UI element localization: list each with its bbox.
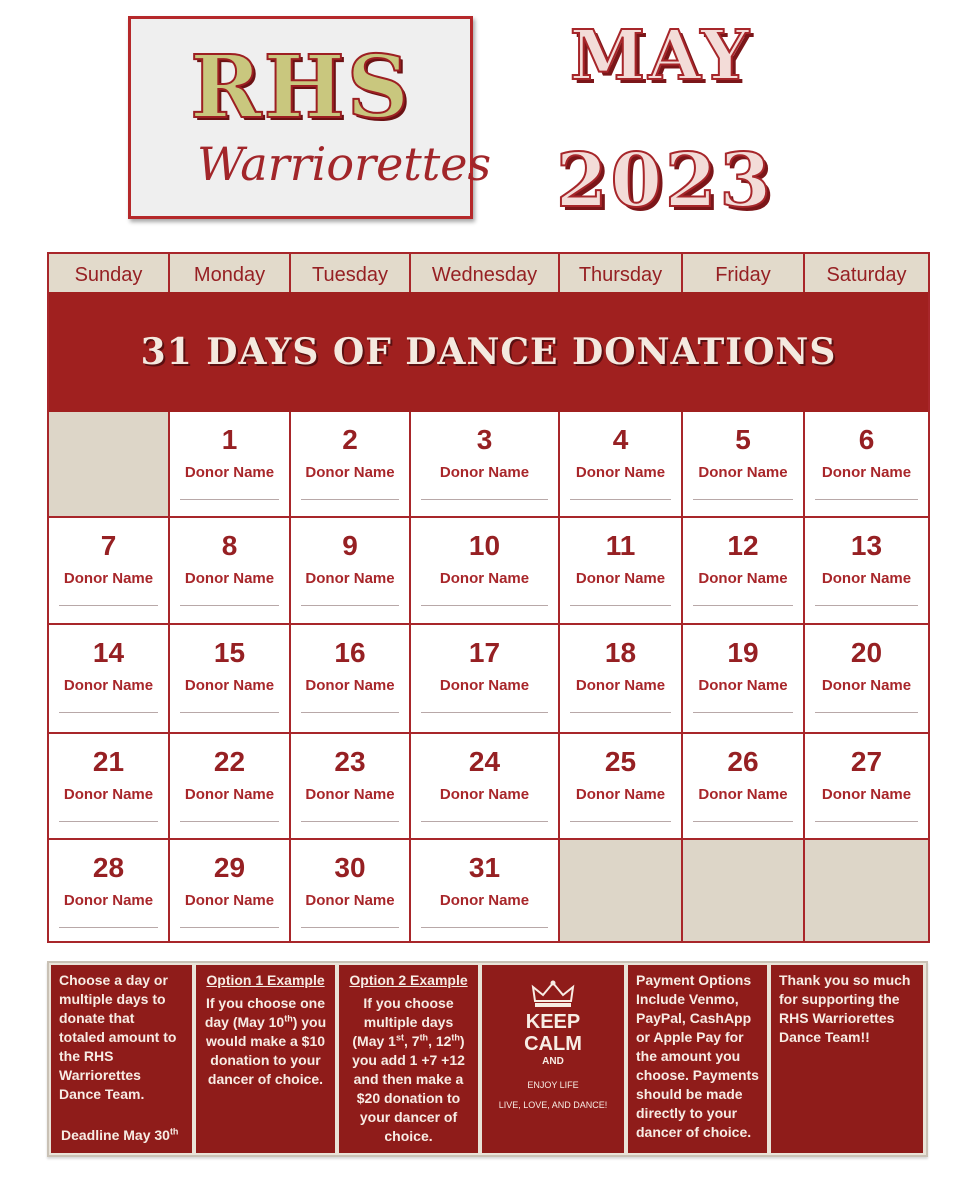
donor-name-label: Donor Name: [698, 464, 788, 481]
option1-title: Option 1 Example: [206, 972, 325, 988]
donor-name-label: Donor Name: [184, 786, 275, 803]
donor-name-line[interactable]: [301, 927, 399, 928]
donor-name-line[interactable]: [180, 927, 279, 928]
school-watermark: [122, 442, 842, 772]
donor-name-label: Donor Name: [305, 570, 395, 587]
donor-name-line[interactable]: [421, 821, 548, 822]
donor-name-label: Donor Name: [698, 677, 788, 694]
donor-name-label: Donor Name: [305, 786, 395, 803]
weekday-monday: Monday: [170, 254, 291, 292]
payment-panel: [628, 965, 767, 1153]
donor-name-line[interactable]: [570, 821, 671, 822]
day-number: 1: [221, 424, 238, 455]
donor-name-label: Donor Name: [821, 570, 912, 587]
empty-day-cell: [560, 840, 683, 941]
instructions-text: Choose a day or multiple days to donate that totaled amount to the RHS Warriorettes Dance Team.: [59, 972, 177, 1102]
day-cell-29: [170, 840, 291, 941]
day-number: 15: [213, 637, 246, 668]
donor-name-label: Donor Name: [698, 570, 788, 587]
day-number: 18: [604, 637, 637, 668]
day-number: 24: [468, 746, 501, 777]
donor-name-label: Donor Name: [184, 677, 275, 694]
month-title: MAY: [569, 16, 753, 96]
day-number: 16: [334, 637, 366, 668]
donor-name-label: Donor Name: [439, 677, 530, 694]
day-number: 21: [92, 746, 125, 777]
day-number: 19: [727, 637, 759, 668]
calendar: [47, 252, 930, 943]
day-number: 14: [92, 637, 125, 668]
donor-name-label: Donor Name: [575, 464, 666, 481]
donor-name-label: Donor Name: [63, 570, 154, 587]
option2-panel: [339, 965, 478, 1153]
donor-name-label: Donor Name: [305, 464, 395, 481]
day-number: 8: [221, 530, 238, 561]
day-number: 6: [858, 424, 875, 455]
donor-name-label: Donor Name: [305, 677, 395, 694]
logo-title: RHS: [190, 37, 411, 138]
day-number: 17: [468, 637, 501, 668]
donor-name-label: Donor Name: [305, 892, 395, 909]
weekday-friday: Friday: [683, 254, 805, 292]
banner-title: 31 DAYS OF DANCE DONATIONS: [140, 331, 837, 373]
logo-subtitle: Warriorettes: [197, 137, 492, 191]
donor-name-label: Donor Name: [698, 786, 788, 803]
donor-name-label: Donor Name: [63, 892, 154, 909]
empty-day-cell: [683, 840, 805, 941]
donor-name-label: Donor Name: [439, 464, 530, 481]
donor-name-line[interactable]: [59, 821, 158, 822]
day-number: 9: [342, 530, 358, 561]
donor-name-line[interactable]: [59, 927, 158, 928]
enjoy-life-text: ENJOY LIFE: [527, 1080, 579, 1090]
donor-name-line[interactable]: [301, 821, 399, 822]
day-number: 7: [100, 530, 117, 561]
banner: [49, 292, 928, 412]
option2-title: Option 2 Example: [349, 972, 468, 988]
donor-name-label: Donor Name: [821, 786, 912, 803]
donor-name-label: Donor Name: [63, 677, 154, 694]
day-number: 20: [850, 637, 883, 668]
option1-text: If you choose one day (May 10th) you would make a $10 donation to your dancer of choice.: [204, 995, 327, 1087]
day-number: 12: [727, 530, 759, 561]
day-number: 30: [334, 852, 366, 883]
crown-icon: [531, 979, 575, 1009]
donor-name-label: Donor Name: [821, 464, 912, 481]
weekday-header-row: [49, 254, 928, 292]
donor-name-label: Donor Name: [575, 786, 666, 803]
option1-panel: [196, 965, 335, 1153]
instructions-panel: [51, 965, 192, 1153]
donor-name-label: Donor Name: [439, 892, 530, 909]
donor-name-line[interactable]: [180, 821, 279, 822]
day-number: 27: [850, 746, 883, 777]
day-cell-31: [411, 840, 560, 941]
donor-name-label: Donor Name: [184, 892, 275, 909]
keep-text: KEEP: [525, 1011, 581, 1033]
calm-text: CALM: [524, 1033, 582, 1055]
and-text: AND: [542, 1056, 564, 1067]
live-love-dance-text: LIVE, LOVE, AND DANCE!: [498, 1100, 608, 1110]
day-number: 26: [727, 746, 759, 777]
donor-name-label: Donor Name: [575, 570, 666, 587]
donor-name-label: Donor Name: [821, 677, 912, 694]
thanks-panel: [771, 965, 923, 1153]
day-number: 28: [92, 852, 125, 883]
option2-text: If you choose multiple days (May 1st, 7th, 12th) you add 1 +7 +12 and then make a $20 donation to your dancer of choice.: [352, 995, 465, 1144]
donor-name-label: Donor Name: [439, 786, 530, 803]
day-number: 31: [468, 852, 501, 883]
day-cell-28: [49, 840, 170, 941]
day-number: 25: [604, 746, 637, 777]
year-title: 2023: [556, 138, 774, 224]
donor-name-line[interactable]: [693, 821, 793, 822]
day-number: 4: [612, 424, 629, 455]
day-number: 5: [735, 424, 751, 455]
team-logo: [128, 16, 492, 219]
donor-name-line[interactable]: [815, 821, 918, 822]
day-number: 13: [850, 530, 883, 561]
donor-name-label: Donor Name: [63, 786, 154, 803]
day-number: 29: [213, 852, 246, 883]
weekday-tuesday: Tuesday: [291, 254, 411, 292]
thanks-text: Thank you so much for supporting the RHS Warriorettes Dance Team!!: [779, 972, 911, 1045]
donor-name-label: Donor Name: [439, 570, 530, 587]
weekday-saturday: Saturday: [805, 254, 928, 292]
payment-text: Payment Options Include Venmo, PayPal, CashApp or Apple Pay for the amount you choose. Payments should be made directly to your dancer of choice.: [636, 972, 759, 1140]
day-number: 23: [334, 746, 366, 777]
day-number: 11: [605, 530, 636, 561]
keep-calm-panel: [482, 965, 624, 1153]
deadline-text: Deadline May 30th: [61, 1126, 179, 1143]
day-number: 2: [342, 424, 358, 455]
donor-name-label: Donor Name: [184, 570, 275, 587]
donor-name-label: Donor Name: [575, 677, 666, 694]
donor-name-line[interactable]: [421, 927, 548, 928]
day-number: 10: [468, 530, 501, 561]
weekday-sunday: Sunday: [49, 254, 170, 292]
weekday-thursday: Thursday: [560, 254, 683, 292]
empty-day-cell: [805, 840, 928, 941]
day-number: 3: [476, 424, 493, 455]
day-number: 22: [213, 746, 246, 777]
donor-name-label: Donor Name: [184, 464, 275, 481]
info-row: [47, 961, 928, 1157]
day-cell-30: [291, 840, 411, 941]
weekday-wednesday: Wednesday: [411, 254, 560, 292]
